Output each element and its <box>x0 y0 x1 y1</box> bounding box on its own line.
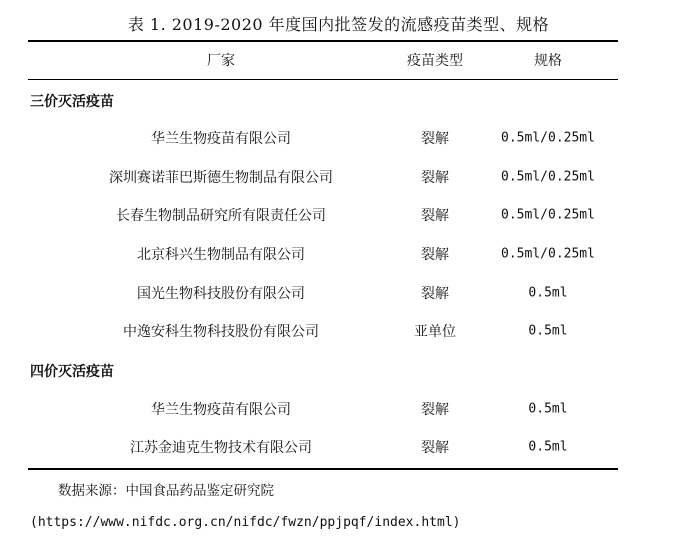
table-row-maker: 国光生物科技股份有限公司 <box>137 286 305 302</box>
table-row-type: 裂解 <box>421 286 449 302</box>
table-row-spec: 0.5ml <box>528 285 568 301</box>
table-row-type: 裂解 <box>421 208 449 224</box>
table-row-type: 亚单位 <box>414 324 456 340</box>
table-row-type: 裂解 <box>421 247 449 263</box>
data-source-note: 数据来源：中国食品药品鉴定研究院 <box>58 483 274 499</box>
table-row-maker: 华兰生物疫苗有限公司 <box>151 402 291 418</box>
group-label-quadrivalent: 四价灭活疫苗 <box>30 364 114 380</box>
table-row-spec: 0.5ml <box>528 401 568 417</box>
group-label-trivalent: 三价灭活疫苗 <box>30 94 114 110</box>
table-row-type: 裂解 <box>421 170 449 186</box>
table-title: 表 1. 2019-2020 年度国内批签发的流感疫苗类型、规格 <box>127 15 550 34</box>
source-url: (https://www.nifdc.org.cn/nifdc/fwzn/ppjpqf/index.html) <box>30 515 461 530</box>
table-row-maker: 深圳赛诺菲巴斯德生物制品有限公司 <box>109 170 333 186</box>
table-row-maker: 华兰生物疫苗有限公司 <box>151 131 291 147</box>
header-rule <box>28 79 618 80</box>
table-row-spec: 0.5ml/0.25ml <box>501 130 595 146</box>
top-rule <box>28 40 618 42</box>
header-type: 疫苗类型 <box>407 53 463 69</box>
table-row-maker: 北京科兴生物制品有限公司 <box>137 247 305 263</box>
table-row-maker: 长春生物制品研究所有限责任公司 <box>116 208 326 224</box>
table-row-spec: 0.5ml/0.25ml <box>501 246 595 262</box>
table-row-spec: 0.5ml <box>528 439 568 455</box>
table-row-spec: 0.5ml <box>528 323 568 339</box>
table-row-spec: 0.5ml/0.25ml <box>501 207 595 223</box>
table-row-type: 裂解 <box>421 402 449 418</box>
table-row-type: 裂解 <box>421 440 449 456</box>
table-row-maker: 中逸安科生物科技股份有限公司 <box>123 324 319 340</box>
bottom-rule <box>28 468 618 470</box>
header-maker: 厂家 <box>207 53 235 69</box>
table-row-spec: 0.5ml/0.25ml <box>501 169 595 185</box>
table-row-type: 裂解 <box>421 131 449 147</box>
table-row-maker: 江苏金迪克生物技术有限公司 <box>130 440 312 456</box>
header-spec: 规格 <box>534 53 562 69</box>
